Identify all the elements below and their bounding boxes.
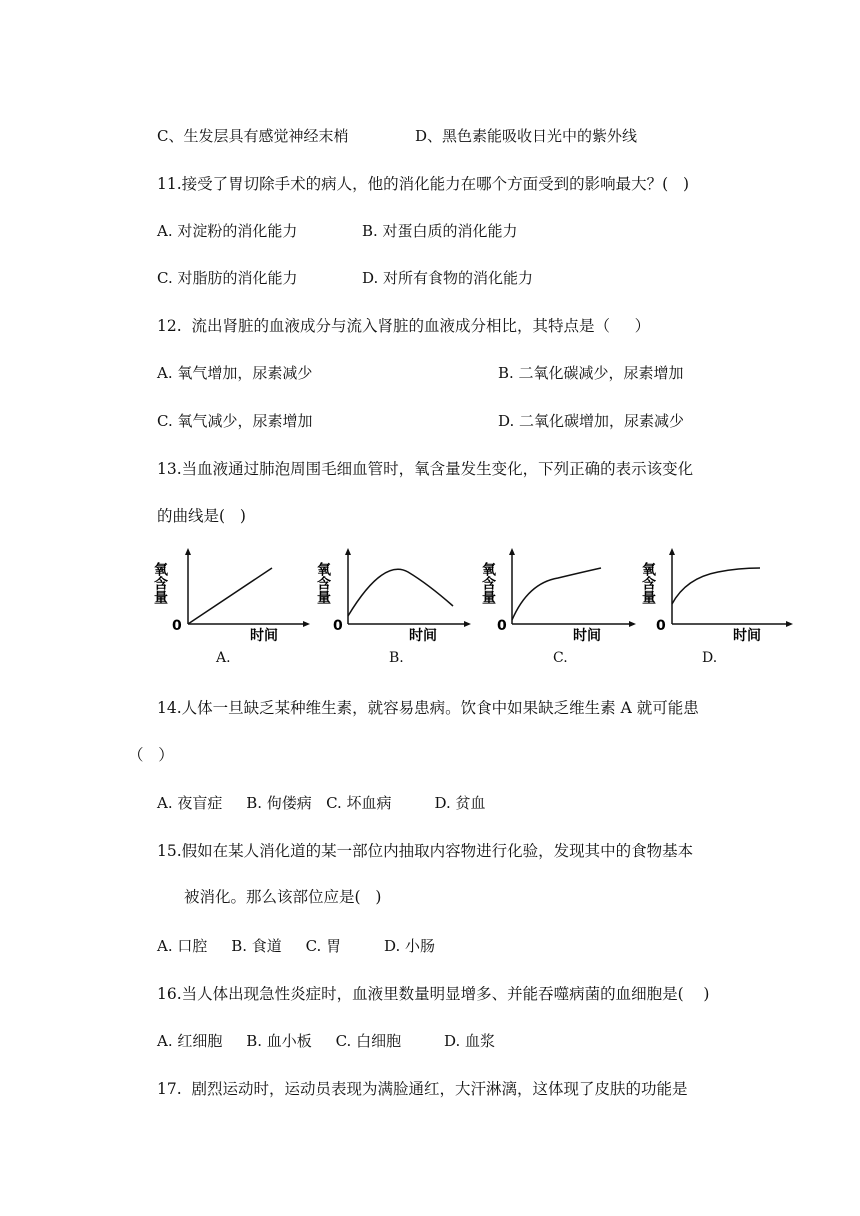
q12-stem: 12. 流出肾脏的血液成分与流入肾脏的血液成分相比，其特点是（ ） [157, 317, 651, 335]
curve-b [348, 569, 453, 616]
origin-label: 0 [656, 618, 666, 634]
y-axis-label: 氧含量 [315, 562, 331, 604]
curve-c [512, 568, 601, 620]
x-axis-label: 时间 [409, 628, 437, 644]
q13-stem-line2: 的曲线是( ) [157, 507, 246, 525]
q11-option-d: D. 对所有食物的消化能力 [362, 269, 534, 287]
q13-label-b: B. [389, 650, 404, 666]
q10-option-d: D、黑色素能吸收日光中的紫外线 [415, 127, 638, 145]
q16-options: A. 红细胞 B. 血小板 C. 白细胞 D. 血浆 [157, 1032, 496, 1050]
x-axis-label: 时间 [250, 628, 278, 644]
q12-option-b: B. 二氧化碳减少，尿素增加 [498, 364, 684, 382]
q13-graph-b [315, 548, 473, 644]
q11-option-a: A. 对淀粉的消化能力 [157, 222, 298, 240]
y-axis-label: 氧含量 [152, 562, 168, 604]
q12-option-a: A. 氧气增加，尿素减少 [157, 364, 313, 382]
q13-label-d: D. [702, 650, 718, 666]
origin-label: 0 [333, 618, 343, 634]
q10-option-c: C、生发层具有感觉神经末梢 [157, 127, 349, 145]
curve-a [188, 568, 272, 624]
x-axis-label: 时间 [733, 628, 761, 644]
q13-label-c: C. [553, 650, 568, 666]
q17-stem: 17. 剧烈运动时，运动员表现为满脸通红，大汗淋漓，这体现了皮肤的功能是 [157, 1080, 688, 1098]
q15-stem-line1: 15.假如在某人消化道的某一部位内抽取内容物进行化验，发现其中的食物基本 [157, 842, 694, 860]
q11-stem: 11.接受了胃切除手术的病人，他的消化能力在哪个方面受到的影响最大？( ) [157, 175, 690, 193]
q13-label-a: A. [216, 650, 231, 666]
q13-graph-a [152, 548, 310, 644]
q16-stem: 16.当人体出现急性炎症时，血液里数量明显增多、并能吞噬病菌的血细胞是( ) [157, 985, 710, 1003]
q12-option-d: D. 二氧化碳增加，尿素减少 [498, 412, 685, 430]
q14-options: A. 夜盲症 B. 佝偻病 C. 坏血病 D. 贫血 [157, 794, 486, 812]
y-axis-label: 氧含量 [480, 562, 496, 604]
q15-stem-line2: 被消化。那么该部位应是( ) [184, 888, 382, 906]
q14-stem-line1: 14.人体一旦缺乏某种维生素，就容易患病。饮食中如果缺乏维生素 A 就可能患 [157, 699, 699, 717]
q13-graph-d [640, 548, 798, 644]
origin-label: 0 [497, 618, 507, 634]
x-axis-label: 时间 [573, 628, 601, 644]
curve-d [672, 568, 760, 604]
q14-stem-line2: （ ） [128, 746, 174, 764]
q12-option-c: C. 氧气减少，尿素增加 [157, 412, 313, 430]
origin-label: 0 [172, 618, 182, 634]
y-axis-label: 氧含量 [640, 562, 656, 604]
q13-stem-line1: 13.当血液通过肺泡周围毛细血管时，氧含量发生变化，下列正确的表示该变化 [157, 460, 694, 478]
q11-option-c: C. 对脂肪的消化能力 [157, 269, 298, 287]
q11-option-b: B. 对蛋白质的消化能力 [362, 222, 518, 240]
q15-options: A. 口腔 B. 食道 C. 胃 D. 小肠 [157, 937, 436, 955]
q13-graph-c [480, 548, 638, 644]
